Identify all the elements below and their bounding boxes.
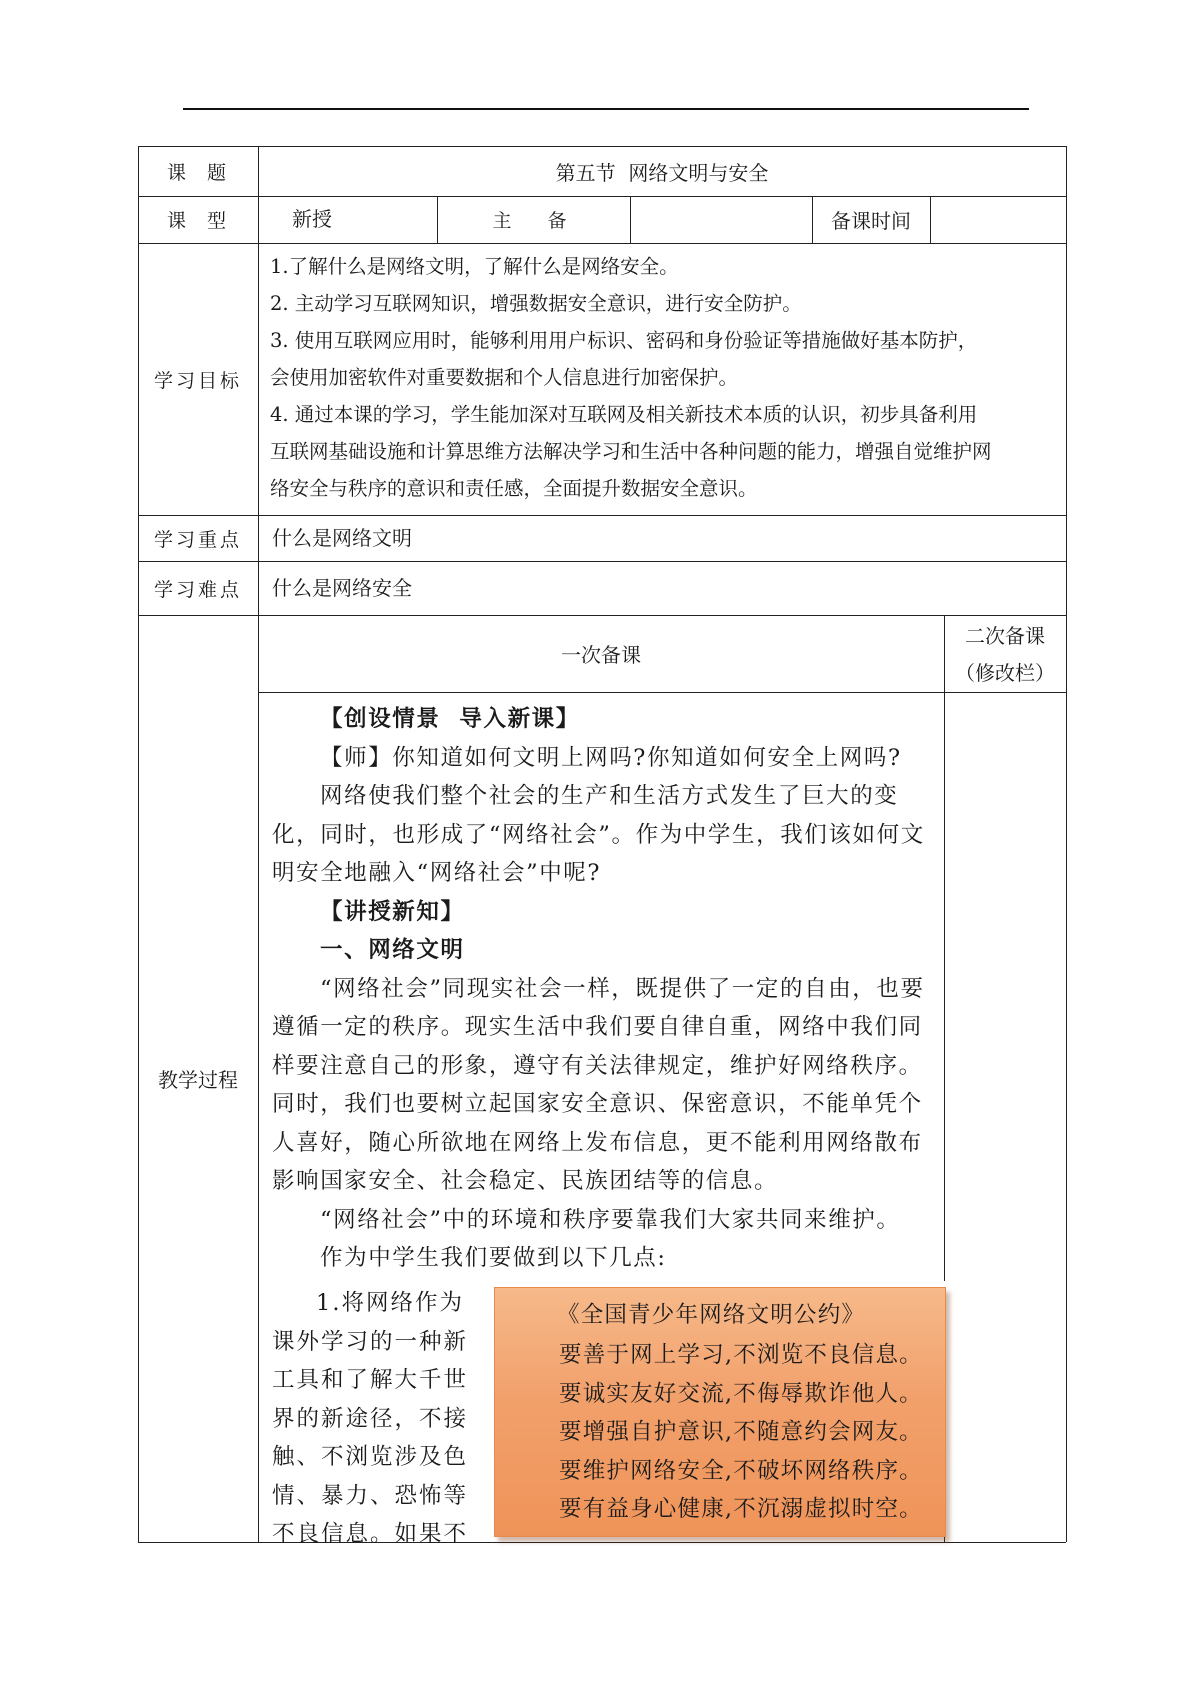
objectives-content xyxy=(270,248,1060,507)
lead-value xyxy=(630,196,812,243)
body-line: 网络使我们整个社会的生产和生活方式发生了巨大的变 xyxy=(320,783,899,809)
second-prep-header xyxy=(944,618,1066,692)
row-divider xyxy=(138,243,1066,244)
key-point-value: 什么是网络文明 xyxy=(272,526,412,550)
callout-item: 要增强自护意识,不随意约会网友。 xyxy=(559,1419,923,1445)
difficulty-label: 学习难点 xyxy=(153,578,242,601)
type-value: 新授 xyxy=(292,207,332,231)
difficulty-value: 什么是网络安全 xyxy=(272,576,412,600)
section-heading: 【创设情景 导入新课】 xyxy=(320,706,580,732)
body-line: 【师】你知道如何文明上网吗?你知道如何安全上网吗? xyxy=(320,744,902,771)
first-prep-header: 一次备课 xyxy=(561,643,641,667)
callout-title: 《全国青少年网络文明公约》 xyxy=(557,1302,866,1328)
body-line: 触、不浏览涉及色 xyxy=(272,1444,469,1470)
type-label: 课 型 xyxy=(166,210,230,232)
body-line: 界的新途径，不接 xyxy=(272,1405,469,1432)
body-line: 工具和了解大千世 xyxy=(272,1367,469,1393)
second-prep-subtitle: （修改栏） xyxy=(955,661,1055,685)
objective-line: 1.了解什么是网络文明，了解什么是网络安全。 xyxy=(270,255,679,278)
callout-item: 要诚实友好交流,不侮辱欺诈他人。 xyxy=(559,1380,923,1407)
body-line: 课外学习的一种新 xyxy=(272,1328,469,1355)
callout-item: 要善于网上学习,不浏览不良信息。 xyxy=(559,1342,923,1368)
body-line: 人喜好，随心所欲地在网络上发布信息，更不能利用网络散布 xyxy=(272,1129,923,1156)
objective-line: 互联网基础设施和计算思维方法解决学习和生活中各种问题的能力，增强自觉维护网 xyxy=(270,440,992,463)
process-body-narrow xyxy=(272,1284,472,1554)
objective-line: 2. 主动学习互联网知识，增强数据安全意识，进行安全防护。 xyxy=(270,292,802,315)
prep-time-value xyxy=(930,196,1066,243)
body-line: 影响国家安全、社会稳定、民族团结等的信息。 xyxy=(272,1168,779,1194)
second-prep-title: 二次备课 xyxy=(965,624,1045,648)
process-label: 教学过程 xyxy=(158,1068,238,1092)
body-line: 样要注意自己的形象，遵守有关法律规定，维护好网络秩序。 xyxy=(272,1052,923,1079)
callout-item: 要有益身心健康,不沉溺虚拟时空。 xyxy=(559,1496,923,1522)
objective-line: 3. 使用互联网应用时，能够利用用户标识、密码和身份验证等措施做好基本防护， xyxy=(270,329,978,352)
body-line: “网络社会”同现实社会一样，既提供了一定的自由，也要 xyxy=(320,975,925,1002)
body-line: 作为中学生我们要做到以下几点: xyxy=(320,1245,667,1271)
objectives-label: 学习目标 xyxy=(153,369,242,392)
label-column-divider xyxy=(258,146,259,1542)
process-body xyxy=(272,700,942,1278)
subsection-heading: 一、网络文明 xyxy=(320,937,465,963)
section-heading: 【讲授新知】 xyxy=(320,898,465,925)
body-line: 明安全地融入“网络社会”中呢? xyxy=(272,860,602,886)
callout-item: 要维护网络安全,不破坏网络秩序。 xyxy=(559,1457,923,1484)
body-line: “网络社会”中的环境和秩序要靠我们大家共同来维护。 xyxy=(320,1206,901,1233)
topic-label: 课 题 xyxy=(166,161,230,184)
header-rule xyxy=(183,108,1029,110)
body-line: 1.将网络作为 xyxy=(316,1290,464,1316)
body-line: 化，同时，也形成了“网络社会”。作为中学生，我们该如何文 xyxy=(272,821,925,848)
objective-line: 络安全与秩序的意识和责任感，全面提升数据安全意识。 xyxy=(270,477,758,500)
body-line: 遵循一定的秩序。现实生活中我们要自律自重，网络中我们同 xyxy=(272,1014,923,1040)
objective-line: 会使用加密软件对重要数据和个人信息进行加密保护。 xyxy=(270,366,739,389)
convention-callout-box xyxy=(494,1287,946,1537)
key-point-label: 学习重点 xyxy=(153,528,242,551)
body-line: 不良信息。如果不 xyxy=(272,1521,469,1547)
table-border-right xyxy=(1066,146,1067,1542)
lead-label: 主 备 xyxy=(492,210,575,232)
topic-value: 第五节 网络文明与安全 xyxy=(555,160,769,185)
body-line: 情、暴力、恐怖等 xyxy=(272,1482,469,1509)
body-line: 同时，我们也要树立起国家安全意识、保密意识，不能单凭个 xyxy=(272,1091,923,1117)
prep-time-label: 备课时间 xyxy=(831,209,911,233)
objective-line: 4. 通过本课的学习，学生能加深对互联网及相关新技术本质的认识，初步具备利用 xyxy=(270,403,978,426)
revision-column-divider xyxy=(944,615,945,1281)
